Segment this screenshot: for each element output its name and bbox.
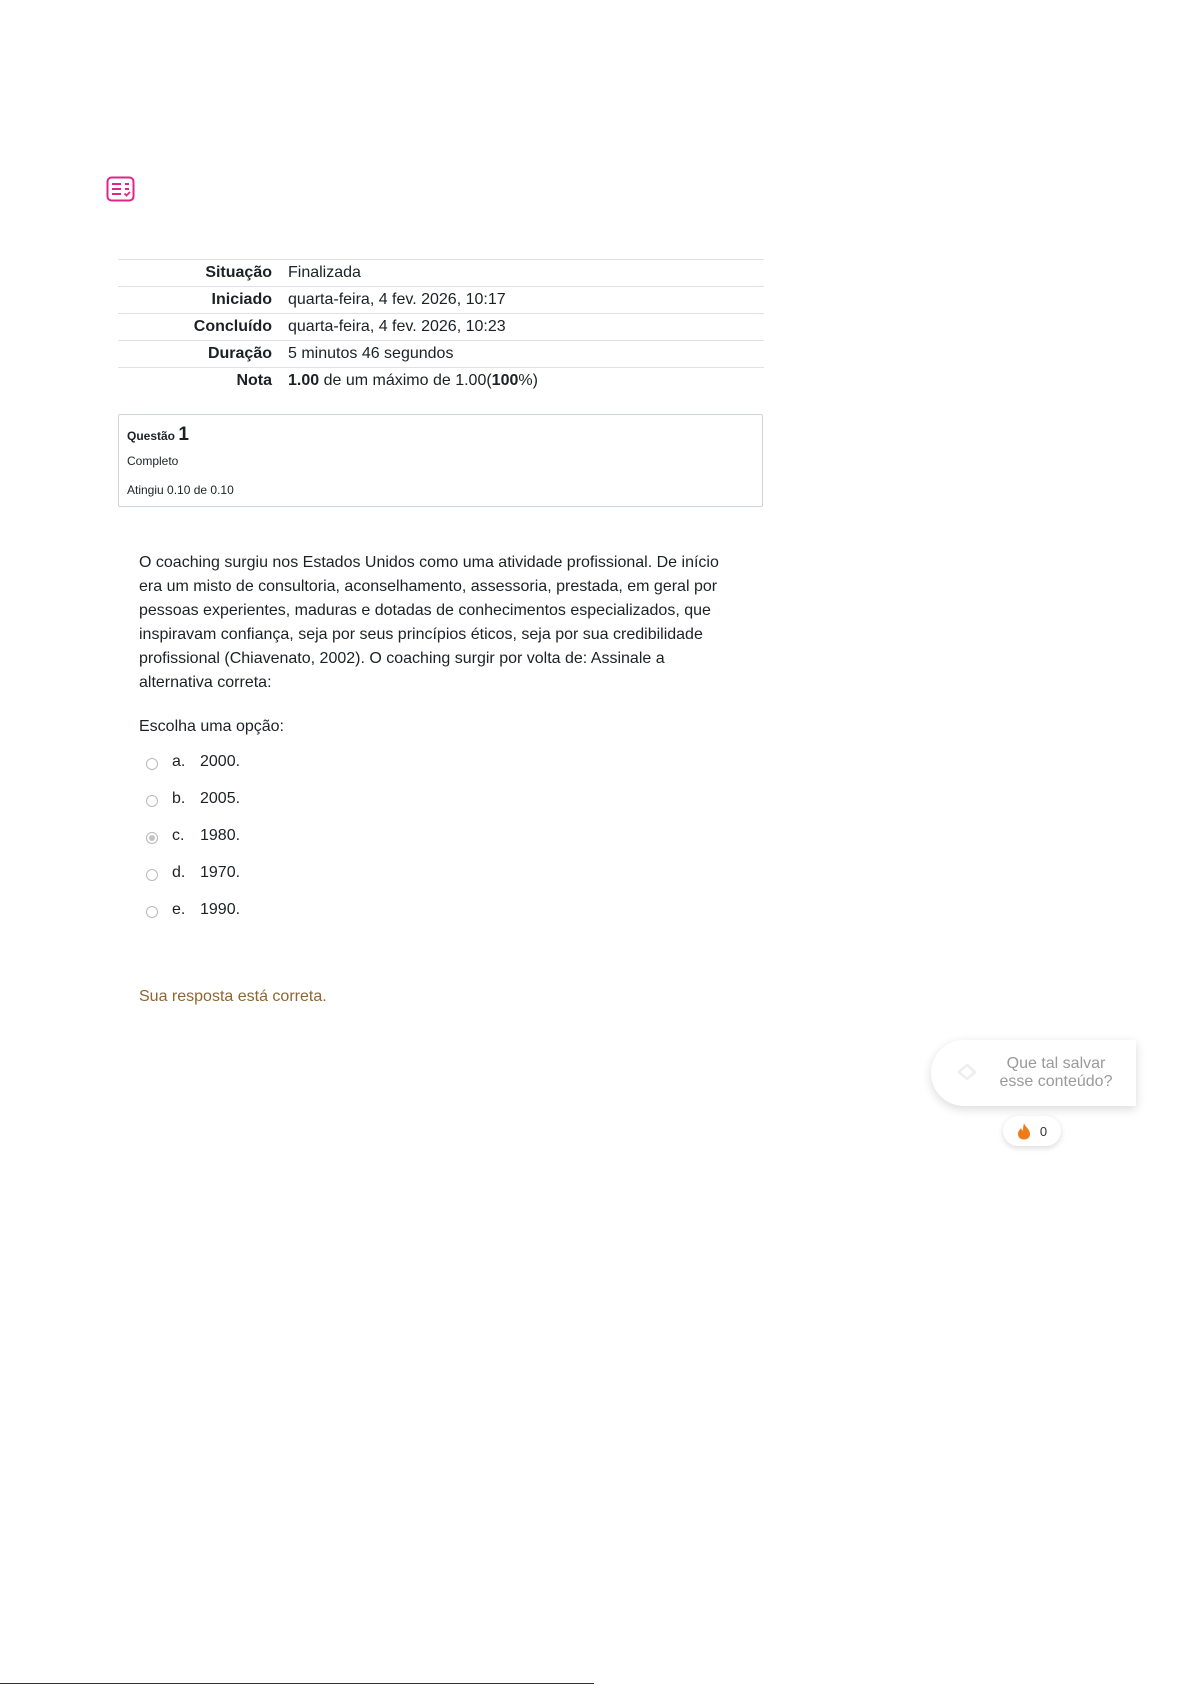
save-content-widget[interactable]: [931, 1040, 1136, 1106]
answer-option-c[interactable]: [146, 827, 240, 864]
summary-value: quarta-feira, 4 fev. 2026, 10:23: [288, 318, 506, 335]
option-value: 1970.: [200, 864, 241, 881]
summary-row-concluido: [118, 314, 764, 341]
summary-value: quarta-feira, 4 fev. 2026, 10:17: [288, 291, 506, 308]
answer-option-b[interactable]: [146, 790, 240, 827]
nota-percent: 100: [491, 372, 519, 389]
option-letter: d.: [172, 864, 186, 881]
radio-button-selected[interactable]: [146, 832, 158, 844]
option-letter: e.: [172, 901, 186, 918]
radio-button[interactable]: [146, 758, 158, 770]
option-letter: a.: [172, 753, 186, 770]
save-content-text: Que tal salvar esse conteúdo?: [999, 1055, 1113, 1090]
question-number-value: 1: [178, 424, 189, 445]
summary-label: Nota: [236, 372, 272, 389]
choose-option-prompt: Escolha uma opção:: [139, 718, 284, 735]
nota-suffix: %): [518, 372, 538, 389]
quiz-list-icon: [106, 176, 135, 202]
option-value: 1990.: [200, 901, 241, 918]
summary-value: Finalizada: [288, 264, 361, 281]
bookmark-icon: [955, 1060, 979, 1084]
summary-row-duracao: [118, 341, 764, 368]
question-text: O coaching surgiu nos Estados Unidos como uma atividade profissional. De início era um misto de consultoria, aconselhamento, assessoria, prestada, em geral por pessoas experientes, maduras e dotadas de conhecimentos especializados, que inspiravam confiança, seja por seus princípios éticos, seja por sua credibilidade profissional (Chiavenato, 2002). O coaching surgir por volta de: Assinale a alternativa correta:: [139, 554, 719, 691]
summary-row-situacao: [118, 260, 764, 287]
summary-label: Duração: [207, 345, 272, 362]
question-label: Questão: [127, 429, 176, 443]
footer-divider: [0, 1683, 594, 1684]
answer-option-d[interactable]: [146, 864, 240, 901]
question-grade: Atingiu 0.10 de 0.10: [127, 483, 234, 497]
summary-value: [288, 368, 764, 395]
answer-feedback: Sua resposta está correta.: [139, 988, 327, 1005]
answer-option-e[interactable]: [146, 901, 240, 938]
question-info-box: [118, 414, 763, 507]
radio-button[interactable]: [146, 795, 158, 807]
summary-label: Situação: [205, 264, 272, 281]
streak-count: 0: [1039, 1123, 1048, 1139]
summary-label: Concluído: [193, 318, 272, 335]
question-number: [127, 424, 189, 446]
nota-score: 1.00: [288, 372, 320, 389]
option-letter: b.: [172, 790, 186, 807]
answer-options: [146, 753, 240, 938]
radio-button[interactable]: [146, 869, 158, 881]
summary-label: Iniciado: [211, 291, 272, 308]
option-letter: c.: [172, 827, 185, 844]
question-state: Completo: [127, 454, 179, 468]
summary-value: 5 minutos 46 segundos: [288, 345, 454, 362]
summary-row-nota: [118, 368, 764, 395]
attempt-summary-table: [118, 259, 764, 394]
answer-option-a[interactable]: [146, 753, 240, 790]
nota-middle: de um máximo de 1.00(: [319, 372, 492, 389]
flame-icon: [1017, 1122, 1031, 1140]
summary-row-iniciado: [118, 287, 764, 314]
option-value: 2000.: [200, 753, 241, 770]
option-value: 1980.: [200, 827, 241, 844]
option-value: 2005.: [200, 790, 241, 807]
streak-badge[interactable]: [1003, 1116, 1061, 1146]
radio-button[interactable]: [146, 906, 158, 918]
